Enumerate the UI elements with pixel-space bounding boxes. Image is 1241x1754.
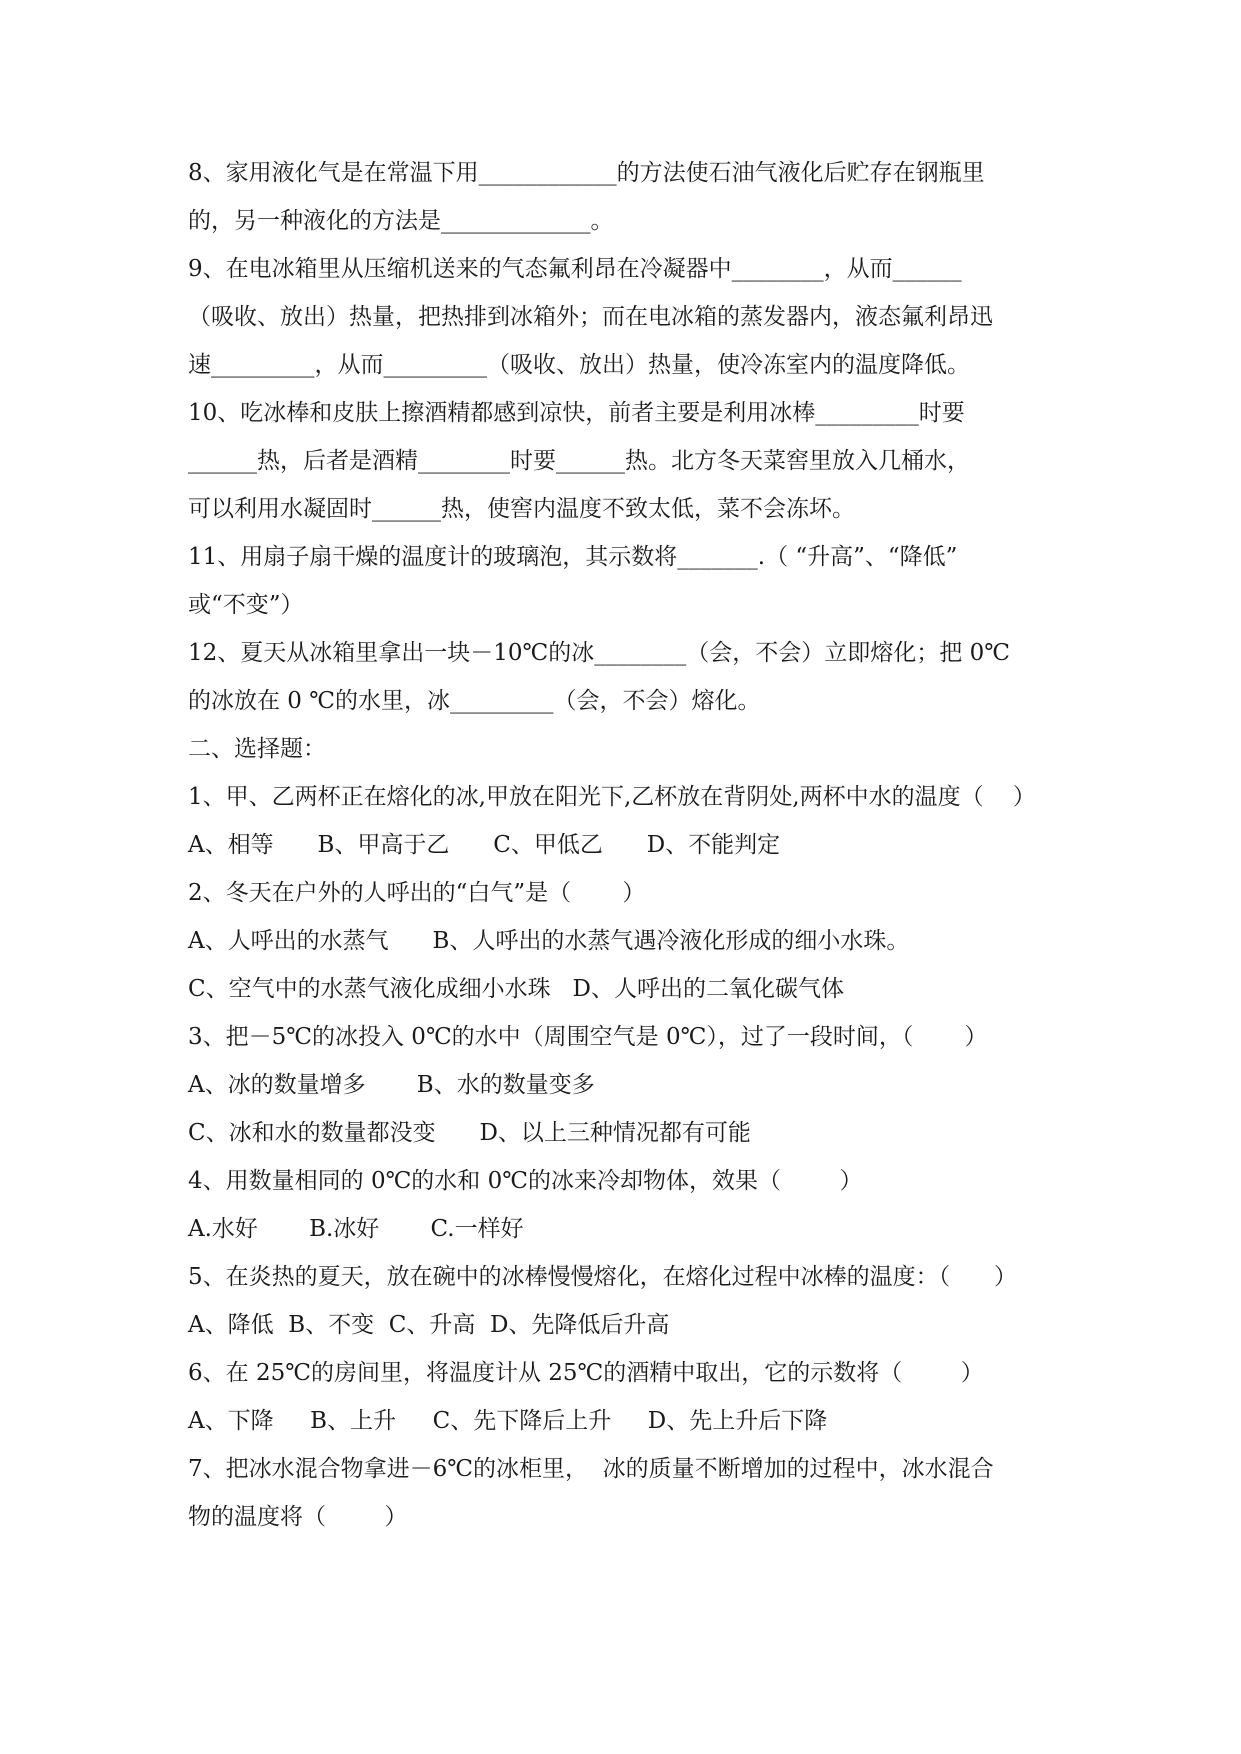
question-10-line-3: 可以利用水凝固时______热，使窖内温度不致太低，菜不会冻坏。 <box>188 496 855 522</box>
question-12-line-1: 12、夏天从冰箱里拿出一块－10℃的冰________（会，不会）立即熔化；把 0℃ <box>188 640 1010 666</box>
question-10-line-2: ______热，后者是酒精________时要______热。北方冬天菜窖里放入几桶水， <box>188 448 970 474</box>
choice-4-options: A.水好 B.冰好 C.一样好 <box>188 1216 524 1242</box>
choice-3-options-2: C、冰和水的数量都没变 D、以上三种情况都有可能 <box>188 1120 751 1146</box>
question-9-line-2: （吸收、放出）热量，把热排到冰箱外；而在电冰箱的蒸发器内，液态氟利昂迅 <box>188 304 993 330</box>
choice-7-question-line-1: 7、把冰水混合物拿进－6℃的冰柜里， 冰的质量不断增加的过程中，冰水混合 <box>188 1456 994 1482</box>
choice-2-question: 2、冬天在户外的人呼出的“白气”是（ ） <box>188 880 646 906</box>
question-9-line-1: 9、在电冰箱里从压缩机送来的气态氟利昂在冷凝器中________，从而______ <box>188 256 962 282</box>
choice-4-question: 4、用数量相同的 0℃的水和 0℃的冰来冷却物体，效果（ ） <box>188 1168 863 1194</box>
choice-1-question: 1、甲、乙两杯正在熔化的冰,甲放在阳光下,乙杯放在背阴处,两杯中水的温度（ ） <box>188 784 1036 810</box>
choice-5-options: A、降低 B、不变 C、升高 D、先降低后升高 <box>188 1312 670 1338</box>
question-8-line-1: 8、家用液化气是在常温下用____________的方法使石油气液化后贮存在钢瓶里 <box>188 160 985 186</box>
section-heading-choice: 二、选择题： <box>188 736 326 762</box>
choice-3-options-1: A、冰的数量增多 B、水的数量变多 <box>188 1072 595 1098</box>
choice-3-question: 3、把－5℃的冰投入 0℃的水中（周围空气是 0℃），过了一段时间，（ ） <box>188 1024 988 1050</box>
choice-2-options-1: A、人呼出的水蒸气 B、人呼出的水蒸气遇冷液化形成的细小水珠。 <box>188 928 910 954</box>
choice-2-options-2: C、空气中的水蒸气液化成细小水珠 D、人呼出的二氧化碳气体 <box>188 976 844 1002</box>
question-11-line-1: 11、用扇子扇干燥的温度计的玻璃泡，其示数将_______.（ “升高”、“降低” <box>188 544 958 570</box>
question-8-line-2: 的，另一种液化的方法是_____________。 <box>188 208 614 234</box>
question-10-line-1: 10、吃冰棒和皮肤上擦酒精都感到凉快，前者主要是利用冰棒_________时要 <box>188 400 965 426</box>
question-9-line-3: 速_________，从而_________（吸收、放出）热量，使冷冻室内的温度降低。 <box>188 352 970 378</box>
choice-1-options: A、相等 B、甲高于乙 C、甲低乙 D、不能判定 <box>188 832 781 858</box>
choice-6-options: A、下降 B、上升 C、先下降后上升 D、先上升后下降 <box>188 1408 828 1434</box>
choice-7-question-line-2: 物的温度将（ ） <box>188 1504 408 1530</box>
choice-6-question: 6、在 25℃的房间里，将温度计从 25℃的酒精中取出，它的示数将（ ） <box>188 1360 984 1386</box>
choice-5-question: 5、在炎热的夏天，放在碗中的冰棒慢慢熔化，在熔化过程中冰棒的温度：（ ） <box>188 1264 1017 1290</box>
question-12-line-2: 的冰放在 0 ℃的水里，冰_________（会，不会）熔化。 <box>188 688 761 714</box>
question-11-line-2: 或“不变”） <box>188 592 304 618</box>
